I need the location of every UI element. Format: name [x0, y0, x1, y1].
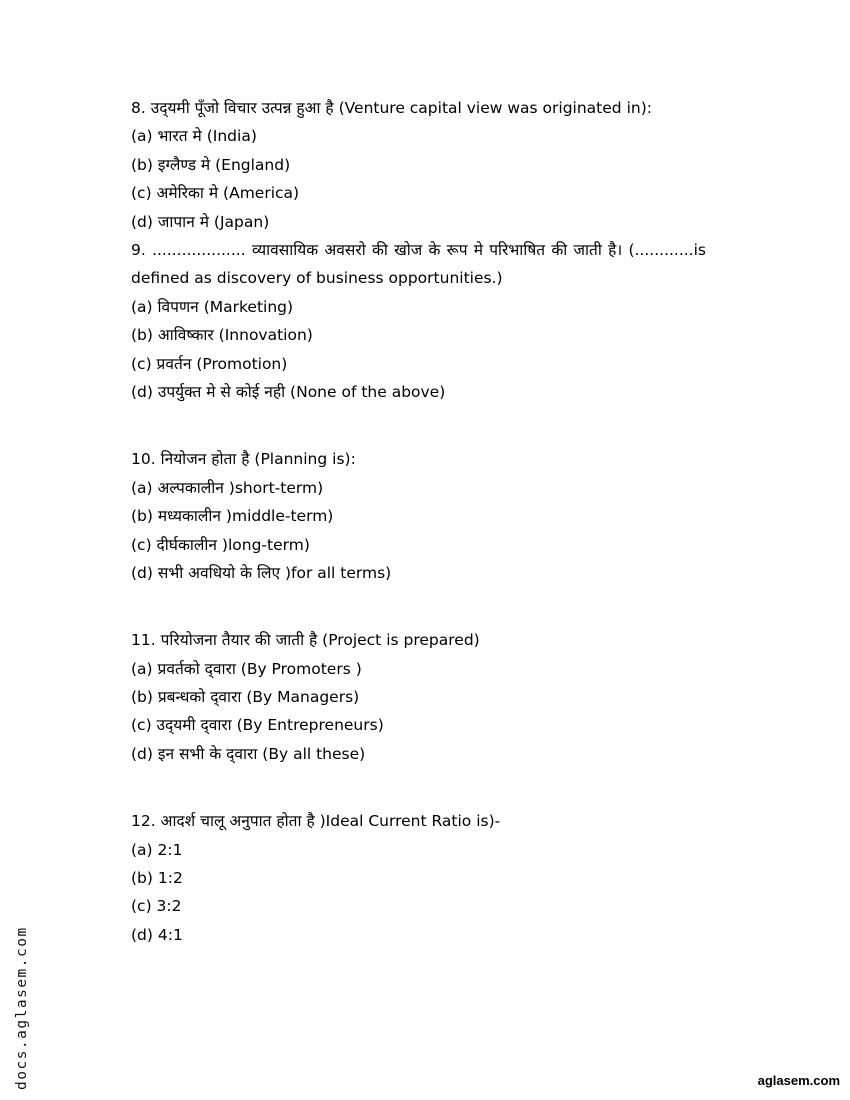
question-block-12 — [131, 807, 706, 949]
option-b: (b) 1:2 — [131, 869, 183, 888]
option-b: (b) प्रबन्धको द्‌वारा (By Managers) — [131, 688, 360, 707]
question-text: 8. उद्‌यमी पूँजो विचार उत्पन्न हुआ है (Venture capital view was originated in): — [131, 99, 652, 117]
question-block-9 — [131, 236, 706, 406]
question-paper-body — [131, 94, 706, 949]
option-c: (c) उद्‌यमी द्‌वारा (By Entrepreneurs) — [131, 716, 384, 735]
question-text: 11. परियोजना तैयार की जाती है (Project is prepared) — [131, 631, 480, 650]
question-text: 10. नियोजन होता है (Planning is): — [131, 450, 356, 469]
option-c: (c) प्रवर्तन (Promotion) — [131, 354, 288, 373]
question-text: 12. आदर्श चालू अनुपात होता है )Ideal Current Ratio is)- — [131, 812, 501, 831]
spacer — [131, 587, 706, 626]
question-block-8 — [131, 94, 706, 236]
question-block-11 — [131, 626, 706, 768]
option-b: (b) मध्यकालीन )middle-term) — [131, 507, 334, 526]
option-c: (c) 3:2 — [131, 897, 182, 916]
question-text: 9. ................... व्यावसायिक अवसरो की खोज के रूप मे परिभाषित की जाती है। (............is defined as discovery of business opportunities.) — [131, 240, 706, 288]
question-block-10 — [131, 445, 706, 587]
option-c: (c) अमेरिका मे (America) — [131, 184, 300, 203]
option-b: (b) इग्लैण्ड मे (England) — [131, 155, 291, 174]
option-d: (d) सभी अवधियो के लिए )for all terms) — [131, 563, 392, 582]
option-d: (d) 4:1 — [131, 925, 183, 944]
option-a: (a) 2:1 — [131, 840, 183, 859]
option-c: (c) दीर्घकालीन )long-term) — [131, 535, 310, 554]
spacer — [131, 406, 706, 445]
footer-site-label: aglasem.com — [757, 1073, 840, 1088]
option-b: (b) आविष्कार (Innovation) — [131, 326, 313, 345]
option-a: (a) विपणन (Marketing) — [131, 297, 294, 316]
option-a: (a) भारत मे (India) — [131, 127, 257, 146]
spacer — [131, 768, 706, 807]
side-watermark: docs.aglasem.com — [14, 926, 30, 1090]
option-d: (d) जापान मे (Japan) — [131, 212, 270, 231]
option-a: (a) प्रवर्तको द्‌वारा (By Promoters ) — [131, 659, 362, 678]
option-d: (d) इन सभी के द्‌वारा (By all these) — [131, 744, 366, 763]
option-d: (d) उपर्युक्त मे से कोई नही (None of the above) — [131, 382, 446, 401]
option-a: (a) अल्पकालीन )short-term) — [131, 478, 324, 497]
